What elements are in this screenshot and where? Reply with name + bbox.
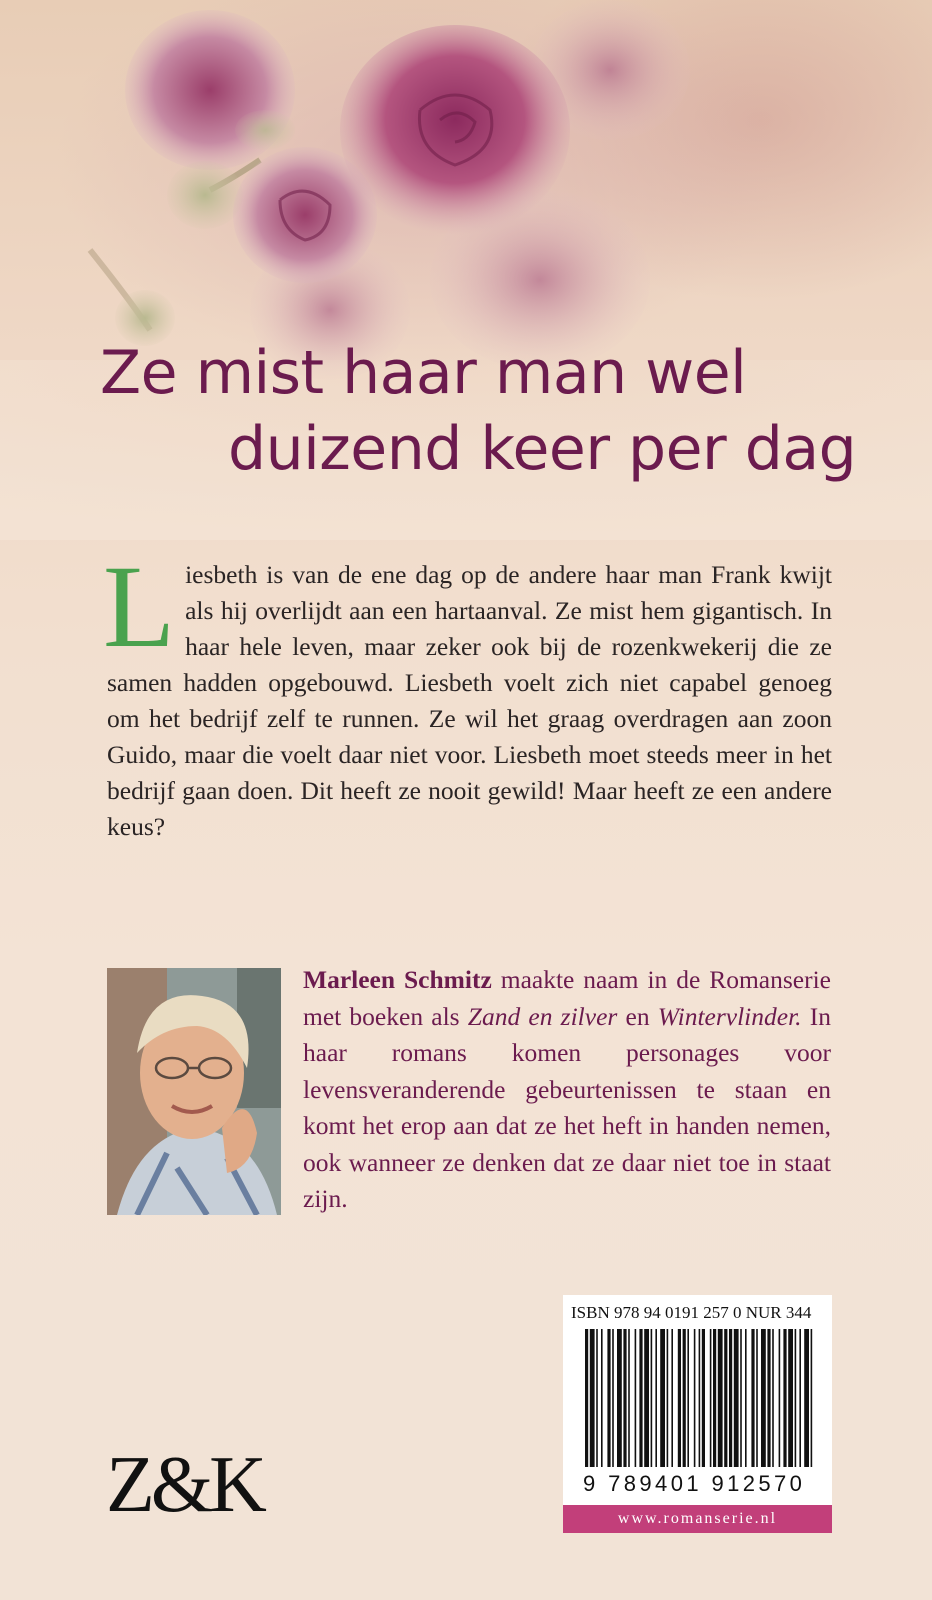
isbn-line: ISBN 978 94 0191 257 0 NUR 344: [571, 1303, 812, 1322]
book-title-2: Wintervlinder.: [657, 1001, 802, 1031]
drop-cap: L: [103, 541, 176, 672]
author-bio-text-2: en: [617, 1001, 658, 1031]
headline-line-1: Ze mist haar man wel: [100, 338, 747, 408]
author-bio: [303, 962, 831, 1218]
website-url: www.romanserie.nl: [563, 1505, 832, 1533]
publisher-logo: Z&K: [106, 1441, 263, 1529]
blurb-text: iesbeth is van de ene dag op de andere haar man Frank kwijt als hij overlijdt aan een hartaanval. Ze mist hem gigantisch. In haar hele leven, maar zeker ook bij de rozenkwekerij die ze samen hadden opgebouwd. Liesbeth voelt zich niet capabel genoeg om het bedrijf zelf te runnen. Ze wil het graag overdragen aan zoon Guido, maar die voelt daar niet voor. Liesbeth moet steeds meer in het bedrijf gaan doen. Dit heeft ze nooit gewild! Maar heeft ze een andere keus?: [107, 560, 832, 841]
barcode-digits: 9 789401 912570: [583, 1471, 806, 1496]
headline-line-2: duizend keer per dag: [228, 414, 857, 484]
author-photo: [107, 968, 281, 1215]
barcode-icon: [585, 1329, 815, 1467]
author-portrait-image: [107, 968, 281, 1215]
book-title-1: Zand en zilver: [467, 1001, 618, 1031]
author-bio-text-1: maakte naam in de Romanserie met boeken als: [303, 965, 832, 1031]
blurb-paragraph: [103, 541, 832, 845]
author-bio-text-3: In haar romans komen personages voor levensveranderende gebeurtenissen te staan en komt het erop aan dat ze het heft in handen nemen, ook wanneer ze denken dat ze daar niet toe in staat zijn.: [303, 1001, 831, 1213]
author-name: Marleen Schmitz: [303, 965, 492, 994]
barcode-panel: [563, 1295, 832, 1533]
